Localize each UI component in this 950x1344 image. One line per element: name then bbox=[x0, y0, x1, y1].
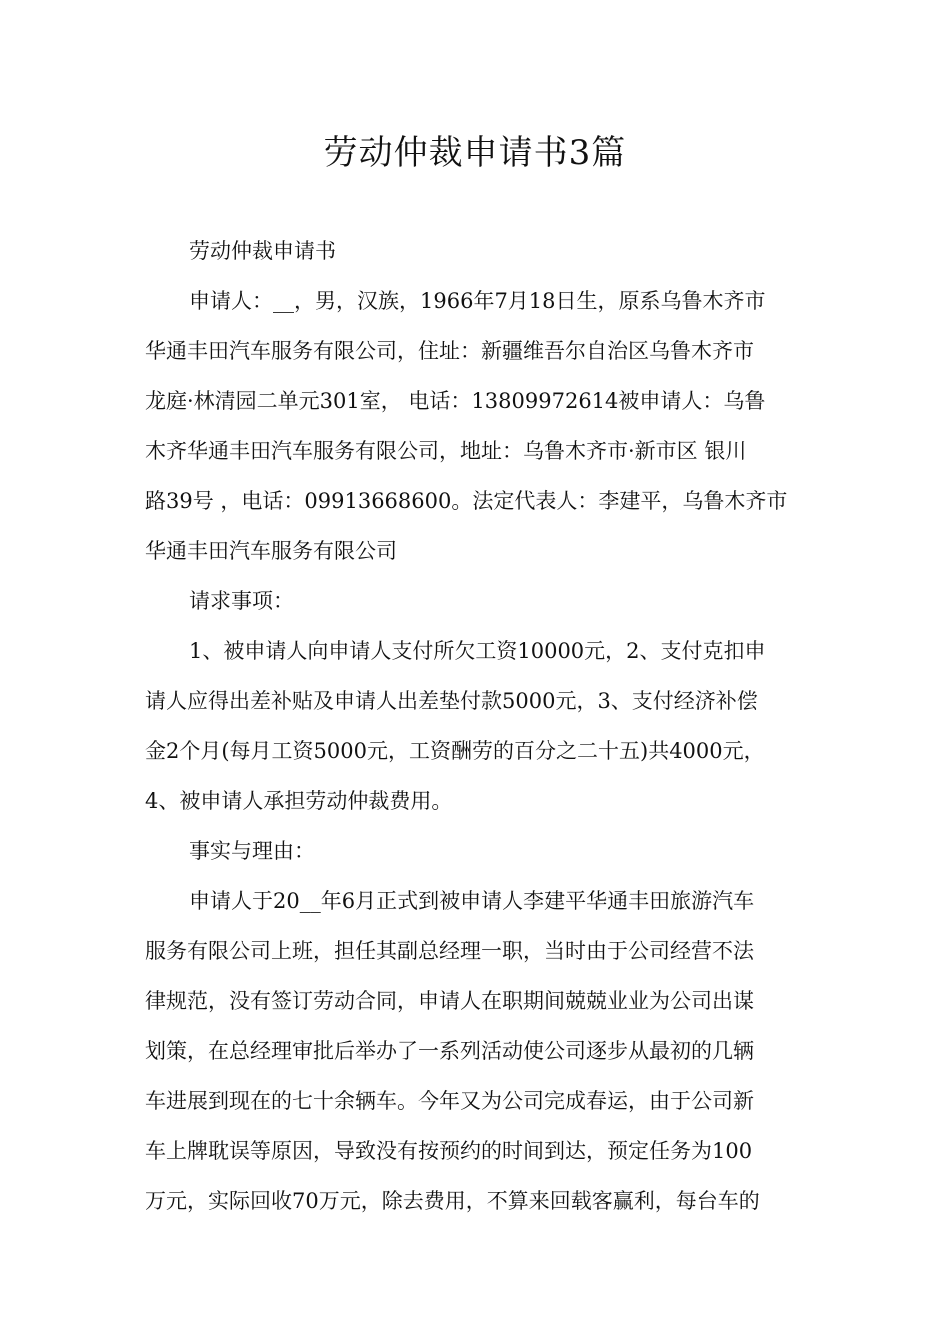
paragraph-line: 华通丰田汽车服务有限公司 bbox=[145, 539, 397, 563]
paragraph-line: 万元，实际回收70万元，除去费用，不算来回载客赢利，每台车的 bbox=[145, 1189, 760, 1213]
section-heading-application: 劳动仲裁申请书 bbox=[189, 239, 336, 263]
document-title: 劳动仲裁申请书3篇 bbox=[323, 133, 627, 173]
paragraph-line: 华通丰田汽车服务有限公司，住址：新疆维吾尔自治区乌鲁木齐市 bbox=[145, 339, 754, 363]
paragraph-line: 申请人于20__年6月正式到被申请人李建平华通丰田旅游汽车 bbox=[189, 889, 755, 913]
paragraph-line: 龙庭·林清园二单元301室， 电话：13809972614被申请人：乌鲁 bbox=[145, 389, 766, 413]
paragraph-line: 金2个月(每月工资5000元，工资酬劳的百分之二十五)共4000元， bbox=[145, 739, 765, 763]
paragraph-line: 车上牌耽误等原因，导致没有按预约的时间到达，预定任务为100 bbox=[145, 1139, 753, 1163]
paragraph-line: 请人应得出差补贴及申请人出差垫付款5000元，3、支付经济补偿 bbox=[145, 689, 758, 713]
paragraph-line: 1、被申请人向申请人支付所欠工资10000元，2、支付克扣申 bbox=[189, 639, 766, 663]
paragraph-line: 律规范，没有签订劳动合同，申请人在职期间兢兢业业为公司出谋 bbox=[145, 989, 754, 1013]
paragraph-line: 划策，在总经理审批后举办了一系列活动使公司逐步从最初的几辆 bbox=[145, 1039, 754, 1063]
document-body bbox=[145, 226, 820, 1226]
paragraph-line: 路39号 ，电话：09913668600。法定代表人：李建平，乌鲁木齐市 bbox=[145, 489, 788, 513]
paragraph-line: 车进展到现在的七十余辆车。今年又为公司完成春运，由于公司新 bbox=[145, 1089, 754, 1113]
section-heading-requests: 请求事项： bbox=[189, 589, 294, 613]
paragraph-line: 木齐华通丰田汽车服务有限公司，地址：乌鲁木齐市·新市区 银川 bbox=[145, 439, 747, 463]
paragraph-line: 申请人：__，男，汉族，1966年7月18日生，原系乌鲁木齐市 bbox=[189, 289, 766, 313]
paragraph-line: 服务有限公司上班，担任其副总经理一职，当时由于公司经营不法 bbox=[145, 939, 754, 963]
paragraph-line: 4、被申请人承担劳动仲裁费用。 bbox=[145, 789, 453, 813]
section-heading-facts: 事实与理由： bbox=[189, 839, 315, 863]
